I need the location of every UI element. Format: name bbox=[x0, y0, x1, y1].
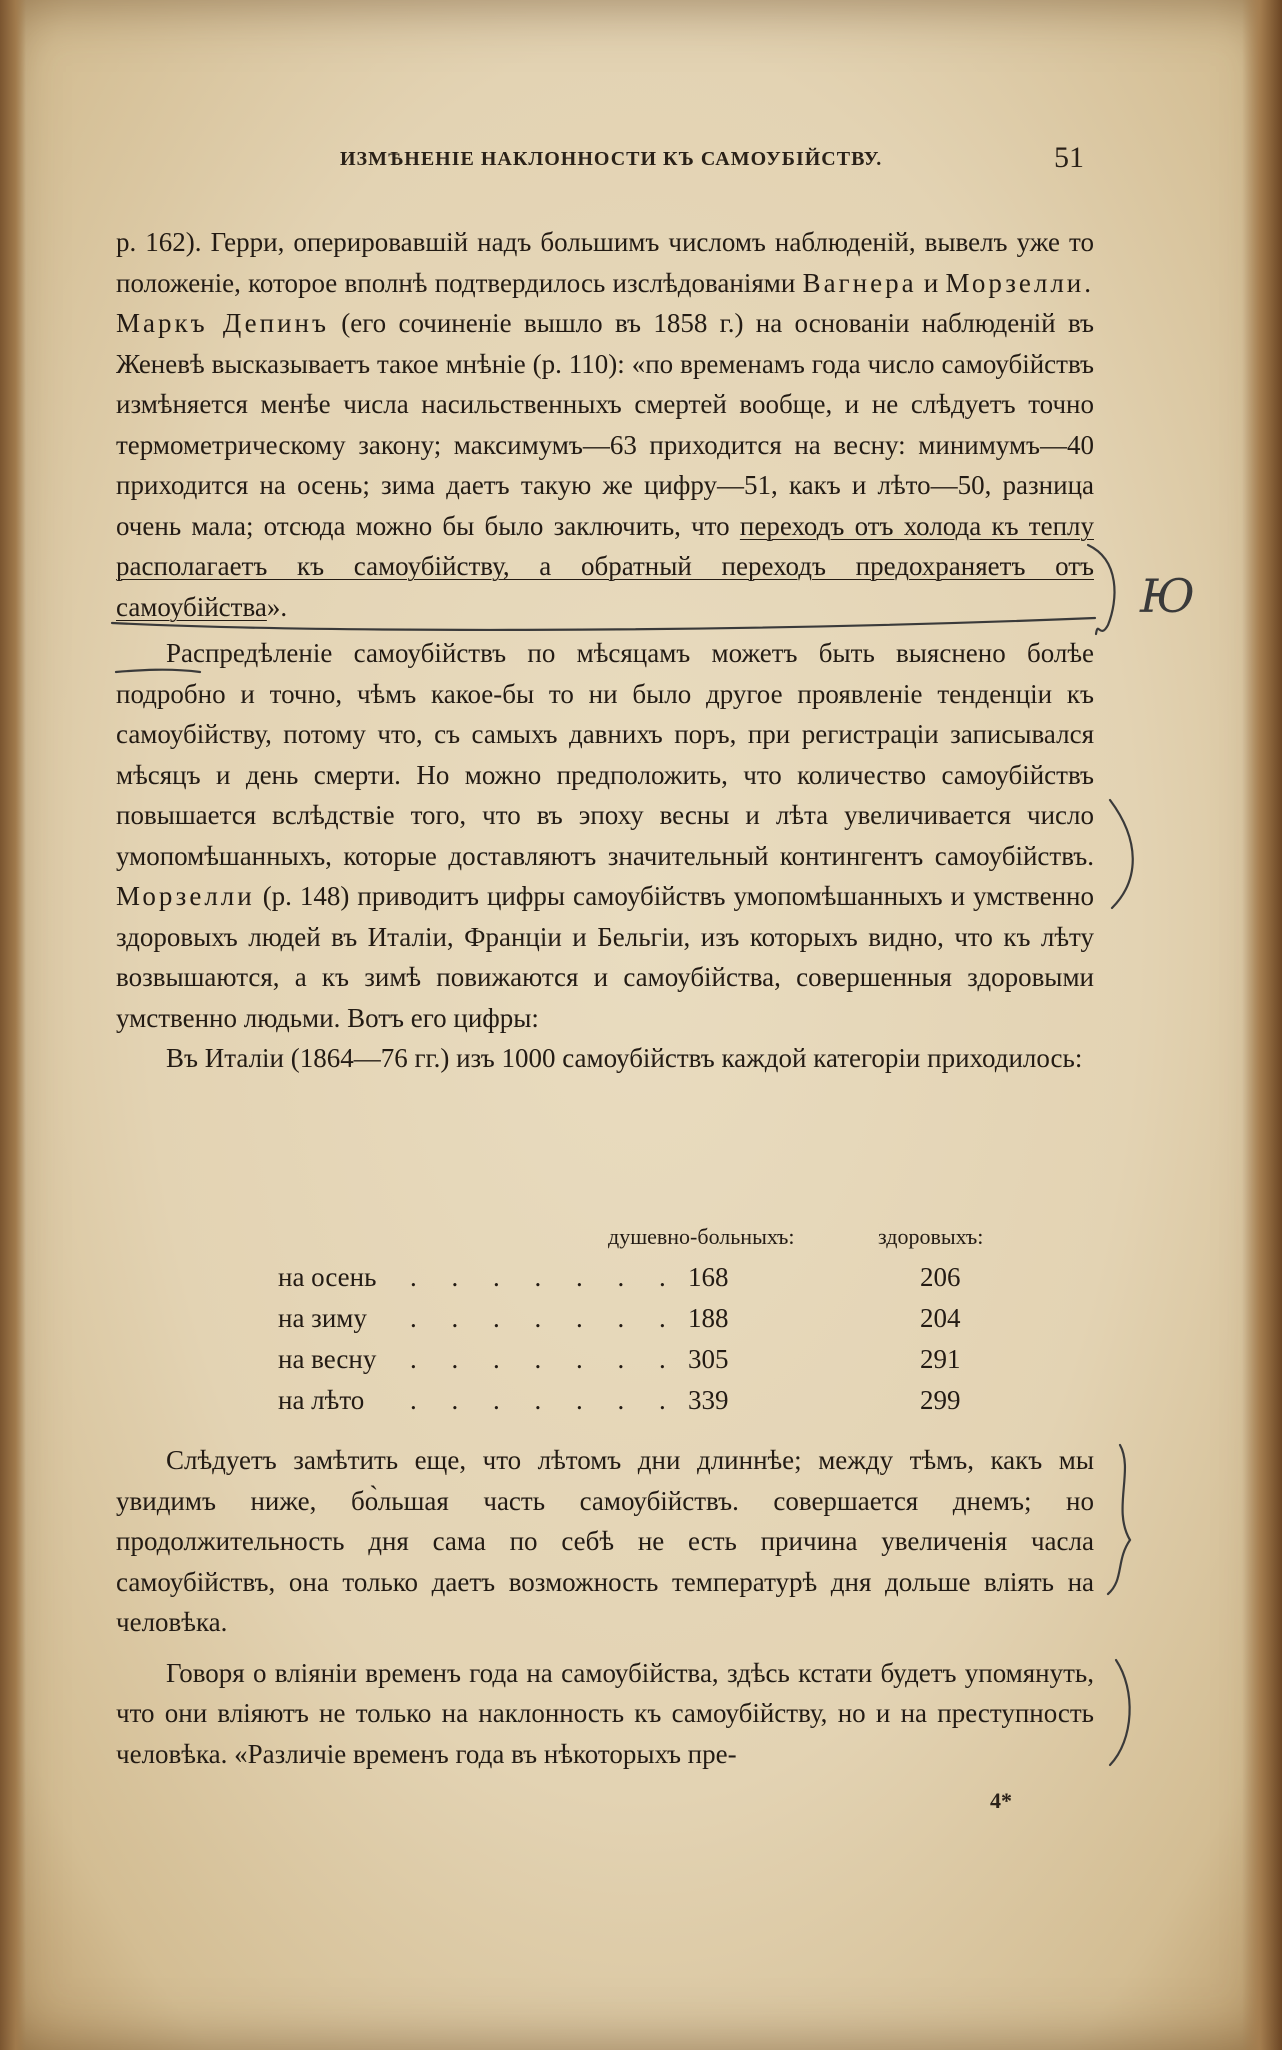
col-header-mentally-ill: душевно-больныхъ: bbox=[608, 1224, 795, 1249]
page-number: 51 bbox=[1054, 141, 1084, 174]
leader-dots: . . . . . . . bbox=[410, 1262, 680, 1292]
season-label: на осень bbox=[278, 1262, 377, 1292]
p2-name-morselli: Морзелли bbox=[116, 881, 255, 911]
col-header-healthy: здоровыхъ: bbox=[878, 1224, 984, 1249]
p1-text-a: р. 162). Герри, оперировавшій надъ большимъ числомъ наблюденій, вывелъ уже то положеніе, которое вполнѣ подтвердилось изслѣдованіями bbox=[116, 227, 1094, 298]
leader-dots: . . . . . . . bbox=[410, 1385, 680, 1415]
p2-text-a: Распредѣленіе самоубійствъ по мѣсяцамъ можетъ быть выяснено болѣе подробно и точно, чѣмъ какое-бы то ни было другое проявленіе тенденціи къ самоубійству, потому что, съ самыхъ давнихъ поръ, при регистраціи записывался мѣсяцъ и день смерти. Но можно предположить, что количество самоубійствъ повышается вслѣдствіе того, что въ эпоху весны и лѣта увеличивается число умопомѣшанныхъ, которые доставляютъ значительный контингентъ самоубійствъ. bbox=[116, 638, 1094, 871]
running-head: ИЗМѢНЕНІЕ НАКЛОННОСТИ КЪ САМОУБІЙСТВУ. bbox=[340, 148, 883, 170]
healthy-value: 291 bbox=[920, 1344, 961, 1374]
healthy-value: 204 bbox=[920, 1303, 961, 1333]
paragraph-4: Слѣдуетъ замѣтить еще, что лѣтомъ дни длиннѣе; между тѣмъ, какъ мы увидимъ ниже, бо̀льшая часть самоубійствъ. совершается днемъ; но продолжительность дня сама по себѣ не есть причина увеличенія часла самоубійствъ, она только даетъ возможность температурѣ дня дольше вліять на человѣка. bbox=[116, 1445, 1094, 1637]
p2-text-c: (р. 148) приводитъ цифры самоубійствъ умопомѣшанныхъ и умственно здоровыхъ людей въ Италіи, Франціи и Бельгіи, изъ которыхъ видно, что къ лѣту возвышаются, а къ зимѣ повижаются и самоубійства, совершенныя здоровыми умственно людьми. Вотъ его цифры: bbox=[116, 881, 1094, 1033]
mentally-ill-value: 339 bbox=[688, 1385, 729, 1415]
margin-bracket-2 bbox=[1110, 800, 1133, 908]
mentally-ill-value: 188 bbox=[688, 1303, 729, 1333]
healthy-value: 299 bbox=[920, 1385, 961, 1415]
margin-bracket-1 bbox=[1088, 545, 1115, 634]
p1-underlined-passage: переходъ отъ холода къ теплу располагаетъ къ самоубійству, а обратный переходъ предохраняетъ отъ самоубійства bbox=[116, 510, 1094, 622]
paragraph-3: Въ Италіи (1864—76 гг.) изъ 1000 самоубійствъ каждой категоріи приходилось: bbox=[166, 1043, 1083, 1073]
p1-names: Морзелли. Маркъ Депинъ bbox=[116, 267, 1094, 338]
mentally-ill-value: 305 bbox=[688, 1344, 729, 1374]
season-label: на зиму bbox=[278, 1303, 367, 1333]
healthy-value: 206 bbox=[920, 1262, 961, 1292]
margin-note: Ю bbox=[1140, 569, 1195, 623]
signature-mark: 4* bbox=[990, 1788, 1012, 1813]
mentally-ill-value: 168 bbox=[688, 1262, 729, 1292]
p1-text-g: ». bbox=[266, 591, 288, 622]
leader-dots: . . . . . . . bbox=[410, 1344, 680, 1374]
underline-stroke bbox=[112, 618, 1095, 630]
season-label: на весну bbox=[278, 1344, 377, 1374]
leader-dots: . . . . . . . bbox=[410, 1303, 680, 1333]
season-label: на лѣто bbox=[278, 1385, 365, 1415]
underline-stroke bbox=[116, 670, 200, 672]
margin-bracket-3 bbox=[1108, 1445, 1130, 1594]
paragraph-5: Говоря о вліяніи временъ года на самоубійства, здѣсь кстати будетъ упомянуть, что они вліяютъ не только на наклонность къ самоубійству, но и на преступность человѣка. «Различіе временъ года въ нѣкоторыхъ пре- bbox=[116, 1657, 1094, 1769]
p1-text-c: и bbox=[916, 267, 946, 298]
margin-bracket-4 bbox=[1110, 1660, 1130, 1765]
p1-text-e: (его сочиненіе вышло въ 1858 г.) на основаніи наблюденій въ Женевѣ высказываетъ такое мнѣніе (р. 110): «по временамъ года число самоубійствъ измѣняется менѣе числа насильственныхъ смертей вообще, и не слѣдуетъ точно термометрическому закону; максимумъ—63 приходится на весну: минимумъ—40 приходится на осень; зима даетъ такую же цифру—51, какъ и лѣто—50, разница очень мала; отсюда можно бы было заключить, что bbox=[116, 308, 1094, 541]
p1-name-wagner: Вагнера bbox=[802, 267, 917, 298]
